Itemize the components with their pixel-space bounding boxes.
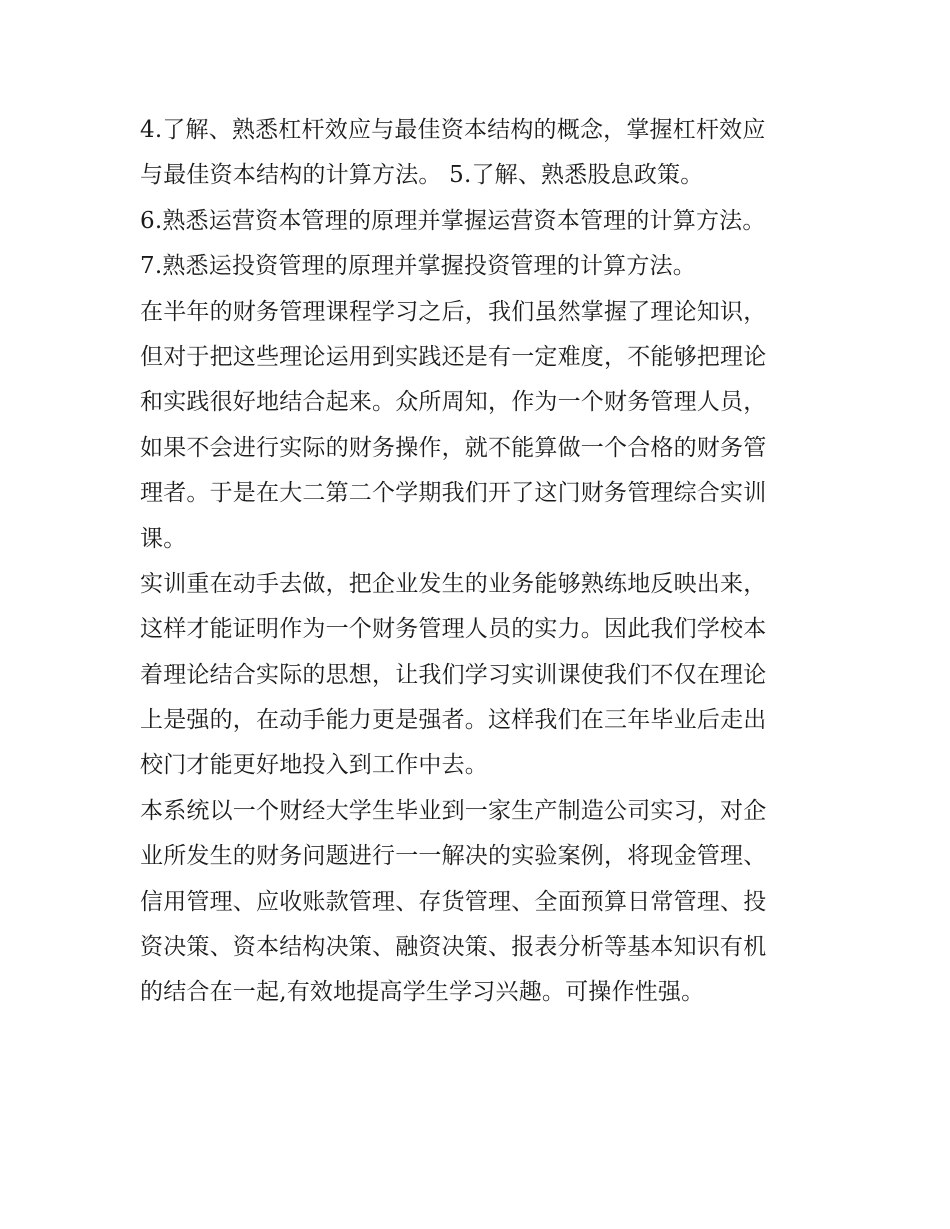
text-line: 如果不会进行实际的财务操作，就不能算做一个合格的财务管: [140, 434, 767, 461]
text-line: 的结合在一起,有效地提高学生学习兴趣。可操作性强。: [140, 979, 705, 1006]
text-line: 资决策、资本结构决策、融资决策、报表分析等基本知识有机: [140, 934, 767, 961]
text-line: 6.熟悉运营资本管理的原理并掌握运营资本管理的计算方法。: [140, 207, 766, 234]
text-line: 这样才能证明作为一个财务管理人员的实力。因此我们学校本: [140, 616, 767, 643]
paragraph-course-background: [140, 290, 812, 562]
text-line: 上是强的，在动手能力更是强者。这样我们在三年毕业后走出: [140, 707, 767, 734]
text-line: 业所发生的财务问题进行一一解决的实验案例，将现金管理、: [140, 843, 767, 870]
text-line: 实训重在动手去做，把企业发生的业务能够熟练地反映出来，: [140, 570, 767, 597]
paragraph-objective-7: [140, 244, 812, 289]
text-line: 与最佳资本结构的计算方法。 5.了解、熟悉股息政策。: [140, 162, 704, 189]
text-line: 4.了解、熟悉杠杆效应与最佳资本结构的概念，掌握杠杆效应: [140, 117, 766, 143]
text-line: 课。: [140, 525, 187, 552]
text-line: 和实践很好地结合起来。众所周知，作为一个财务管理人员，: [140, 389, 767, 416]
text-line: 在半年的财务管理课程学习之后，我们虽然掌握了理论知识，: [140, 298, 767, 325]
text-line: 校门才能更好地投入到工作中去。: [140, 752, 488, 779]
paragraph-objective-6: [140, 199, 812, 244]
text-line: 信用管理、应收账款管理、存货管理、全面预算日常管理、投: [140, 888, 767, 915]
text-line: 着理论结合实际的思想，让我们学习实训课使我们不仅在理论: [140, 661, 767, 688]
text-line: 本系统以一个财经大学生毕业到一家生产制造公司实习，对企: [140, 797, 767, 824]
text-line: 理者。于是在大二第二个学期我们开了这门财务管理综合实训: [140, 480, 767, 507]
paragraph-system-description: [140, 789, 812, 1016]
paragraph-objective-4-5: [140, 108, 812, 199]
text-line: 7.熟悉运投资管理的原理并掌握投资管理的计算方法。: [140, 253, 696, 280]
text-line: 但对于把这些理论运用到实践还是有一定难度，不能够把理论: [140, 343, 767, 370]
paragraph-training-purpose: [140, 562, 812, 789]
document-body: [140, 108, 812, 1016]
